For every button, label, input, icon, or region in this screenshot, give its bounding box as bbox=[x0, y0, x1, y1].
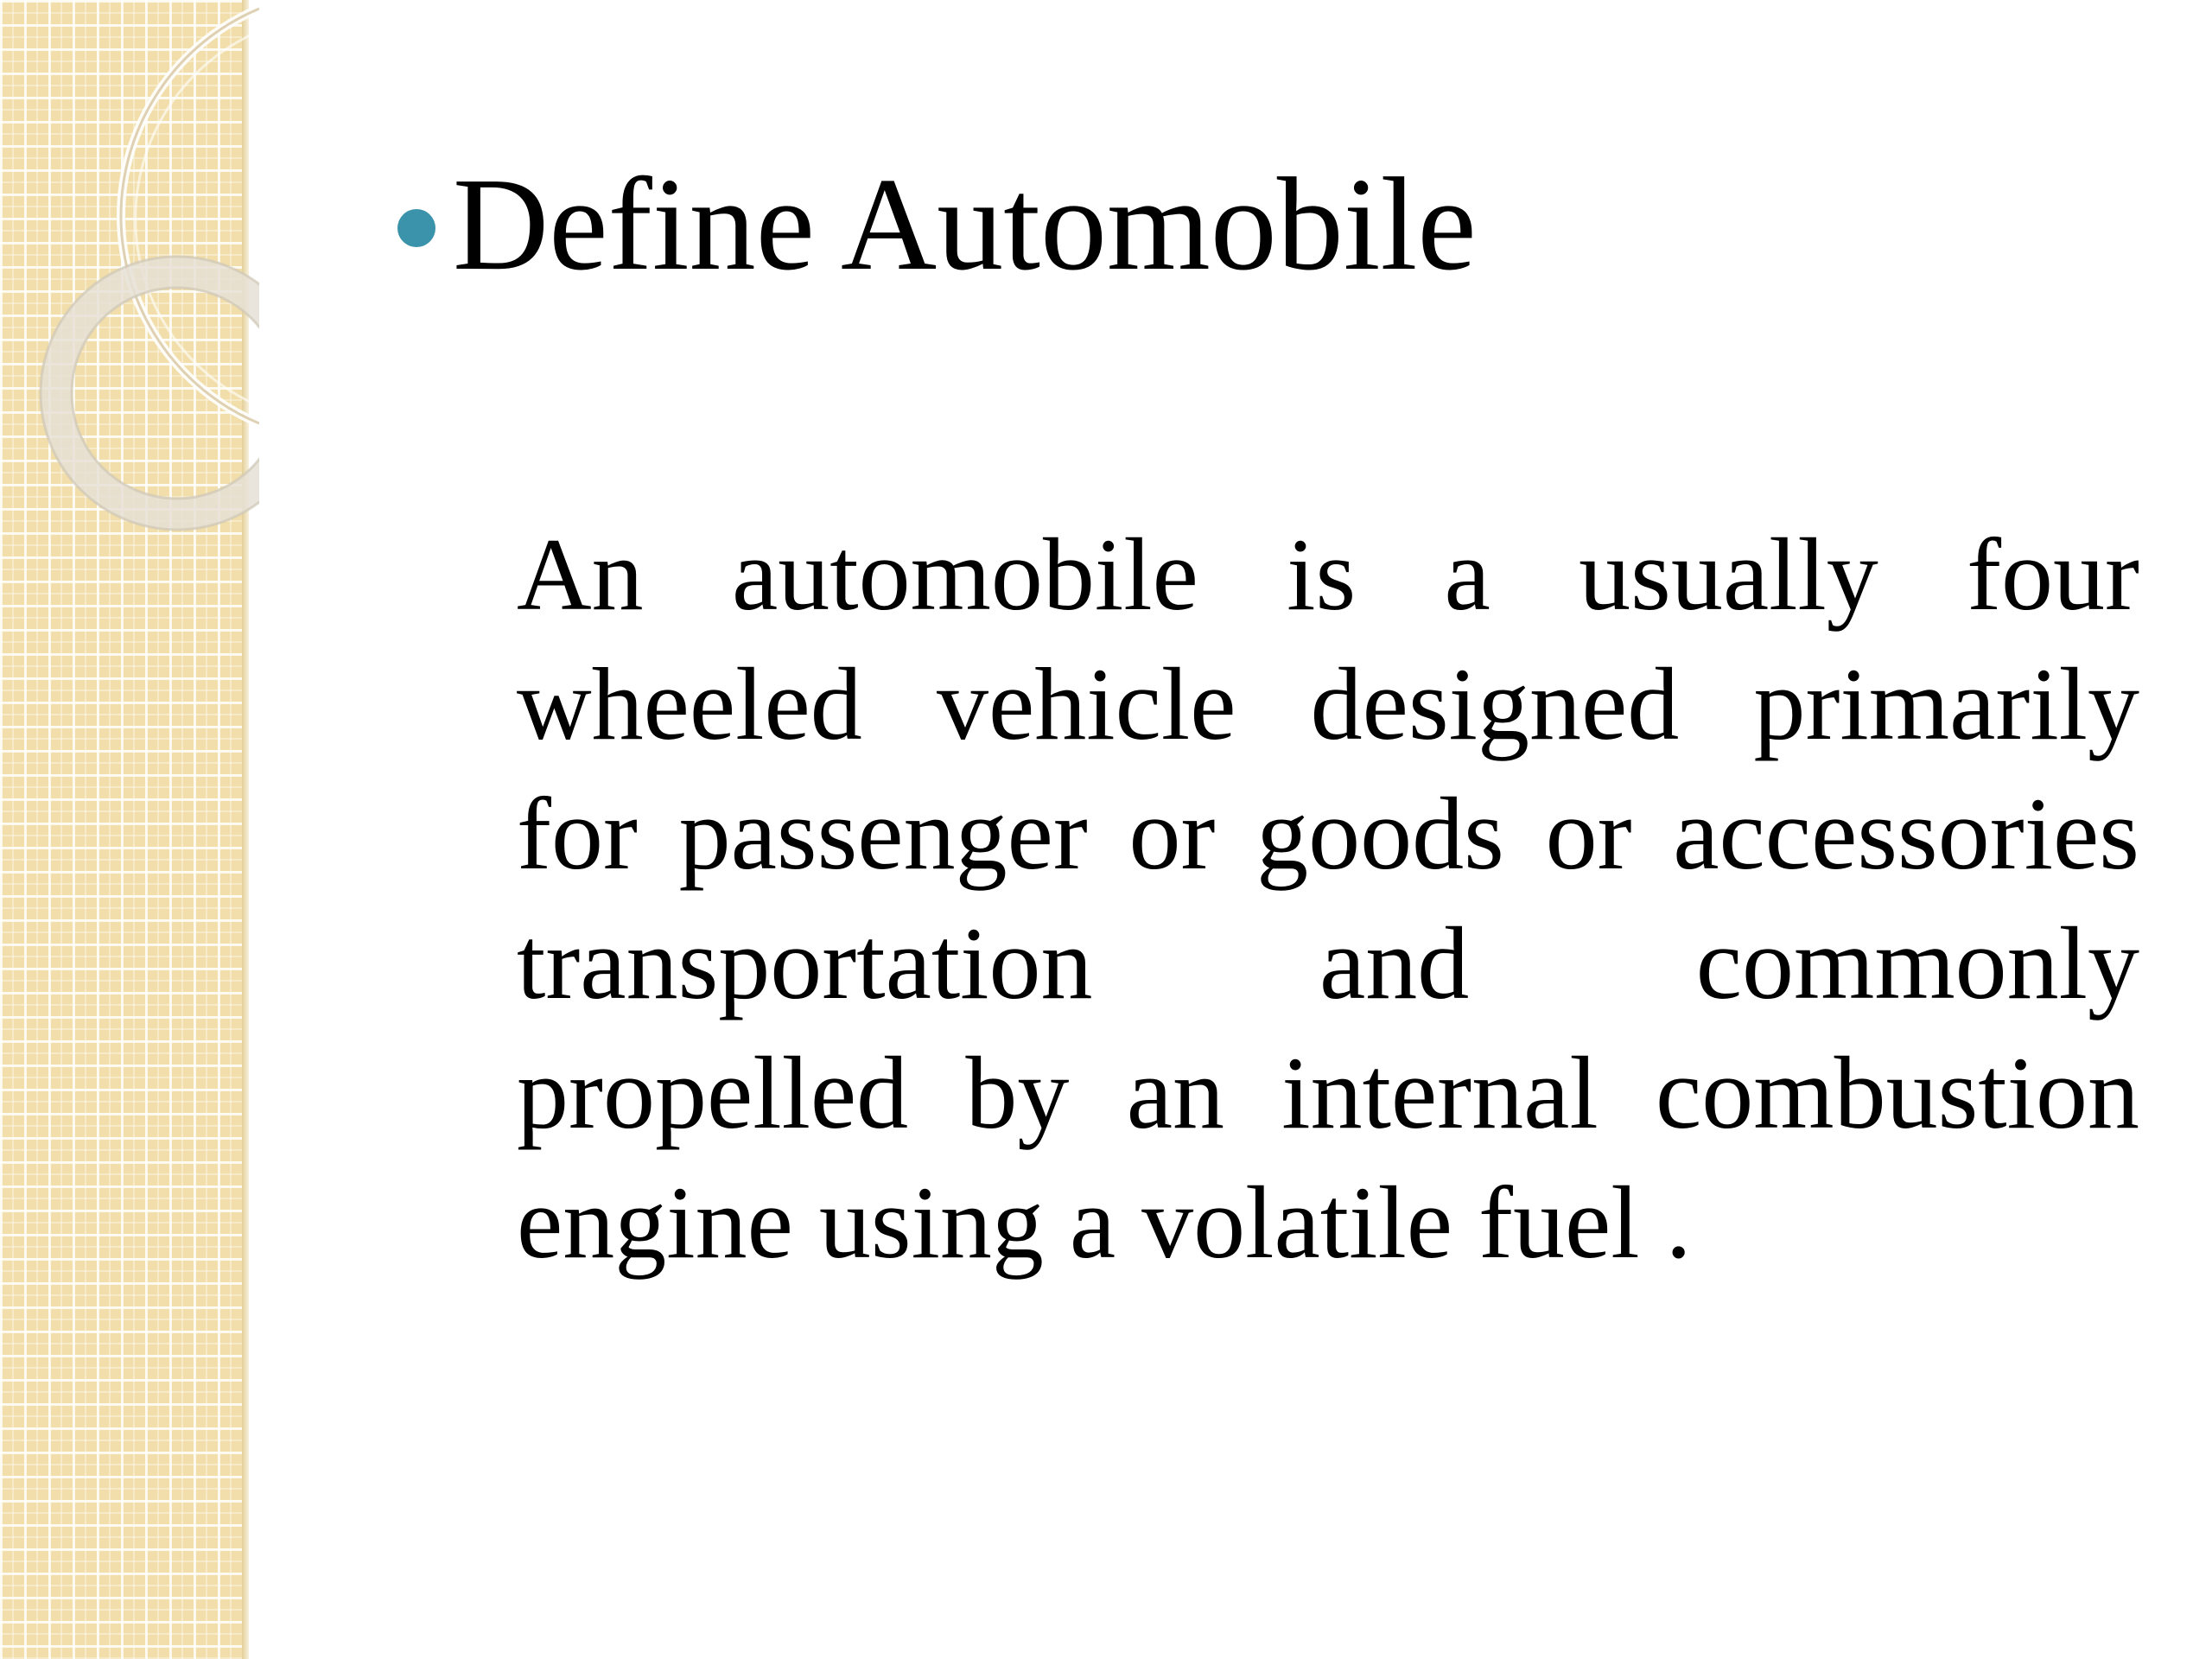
title-row bbox=[397, 147, 1477, 302]
definition-paragraph bbox=[517, 510, 2139, 1287]
paragraph-line: An automobile is a usually four bbox=[517, 517, 2139, 632]
bullet-icon bbox=[397, 209, 435, 247]
paragraph-line: engine using a volatile fuel . bbox=[517, 1165, 1692, 1280]
paragraph-line: transportation and commonly bbox=[517, 906, 2139, 1020]
slide-title: Define Automobile bbox=[453, 151, 1477, 298]
paragraph-line: for passenger or goods or accessories bbox=[517, 776, 2139, 891]
decorative-rings bbox=[0, 0, 259, 553]
paragraph-line: wheeled vehicle designed primarily bbox=[517, 646, 2139, 761]
paragraph-line: propelled by an internal combustion bbox=[517, 1035, 2139, 1150]
